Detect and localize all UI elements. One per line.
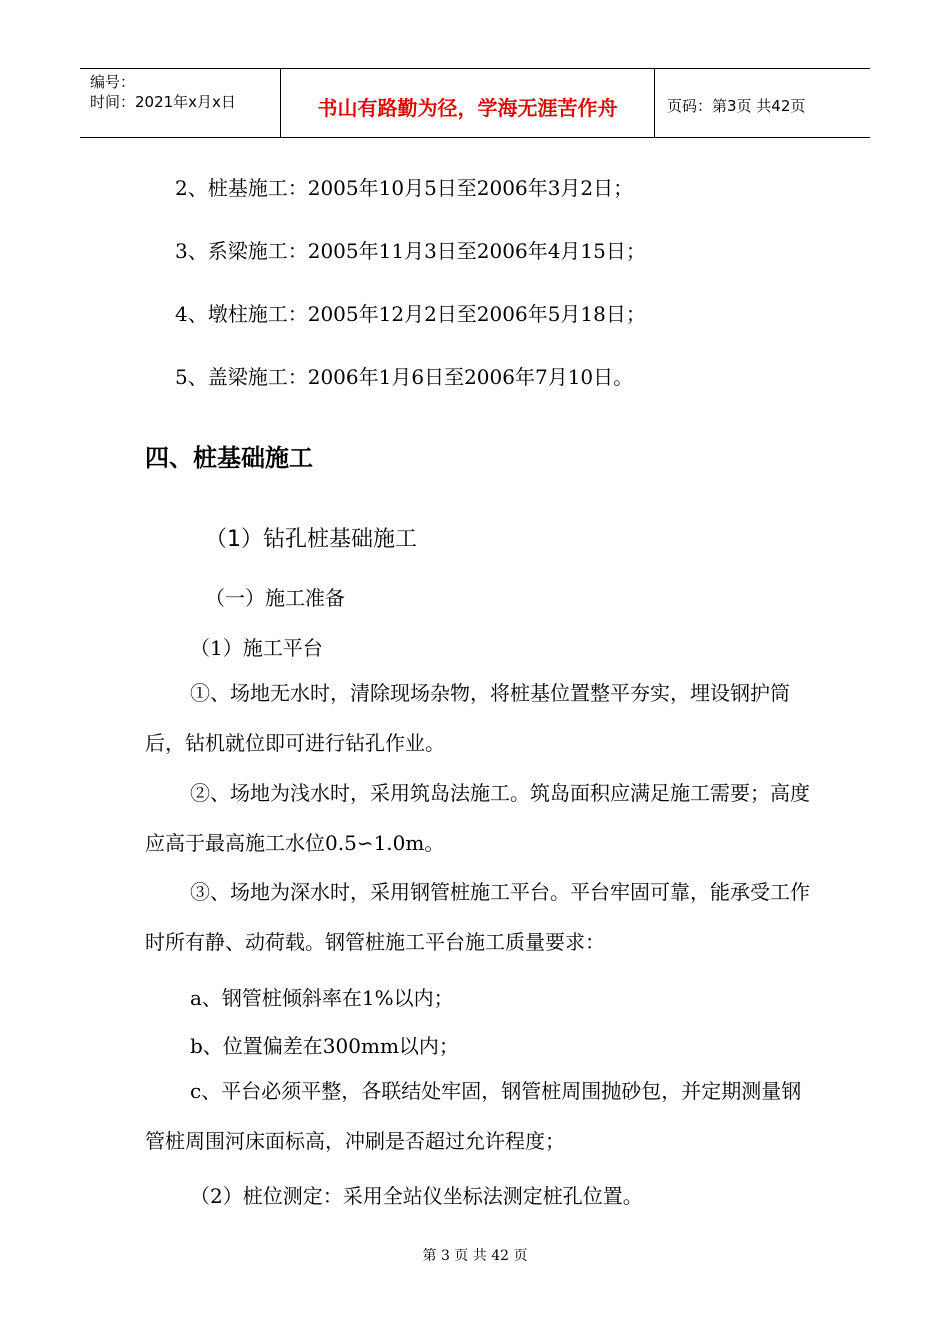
prep-title: （一）施工准备 [205, 586, 345, 610]
schedule-item-4: 4、墩柱施工：2005年12月2日至2006年5月18日； [175, 302, 646, 326]
schedule-item-2: 2、桩基施工：2005年10月5日至2006年3月2日； [175, 176, 634, 200]
page-footer: 第 3 页 共 42 页 [422, 1248, 528, 1264]
schedule-item-3: 3、系梁施工：2005年11月3日至2006年4月15日； [175, 239, 646, 263]
subsection-title: （1）钻孔桩基础施工 [205, 527, 417, 552]
time-label: 时间：2021年x月x日 [90, 93, 236, 111]
requirement-c: c、平台必须平整，各联结处牢固，钢管桩周围抛砂包，并定期测量钢管桩周围河床面标高，冲刷是否超过允许程度； [145, 1079, 802, 1153]
header-page-info: 页码：第3页 共42页 [667, 96, 806, 115]
header-meta [80, 69, 281, 137]
number-label: 编号： [90, 73, 136, 91]
paragraph-shallow-water: ②、场地为浅水时，采用筑岛法施工。筑岛面积应满足施工需要；高度应高于最高施工水位0.5∽1.0m。 [145, 781, 810, 855]
page-header [80, 68, 870, 138]
paragraph-deep-water: ③、场地为深水时，采用钢管桩施工平台。平台牢固可靠，能承受工作时所有静、动荷载。钢管桩施工平台施工质量要求： [145, 880, 810, 954]
pile-position-title: （2）桩位测定：采用全站仪坐标法测定桩孔位置。 [190, 1184, 643, 1208]
header-motto: 书山有路勤为径，学海无涯苦作舟 [281, 69, 655, 137]
paragraph-no-water: ①、场地无水时，清除现场杂物，将桩基位置整平夯实，埋设钢护筒后，钻机就位即可进行钻孔作业。 [145, 681, 790, 755]
section-title: 四、桩基础施工 [145, 444, 313, 472]
schedule-item-5: 5、盖梁施工：2006年1月6日至2006年7月10日。 [175, 365, 634, 389]
requirement-b: b、位置偏差在300mm以内； [190, 1034, 459, 1058]
platform-title: （1）施工平台 [190, 636, 323, 660]
requirement-a: a、钢管桩倾斜率在1%以内； [190, 986, 454, 1010]
